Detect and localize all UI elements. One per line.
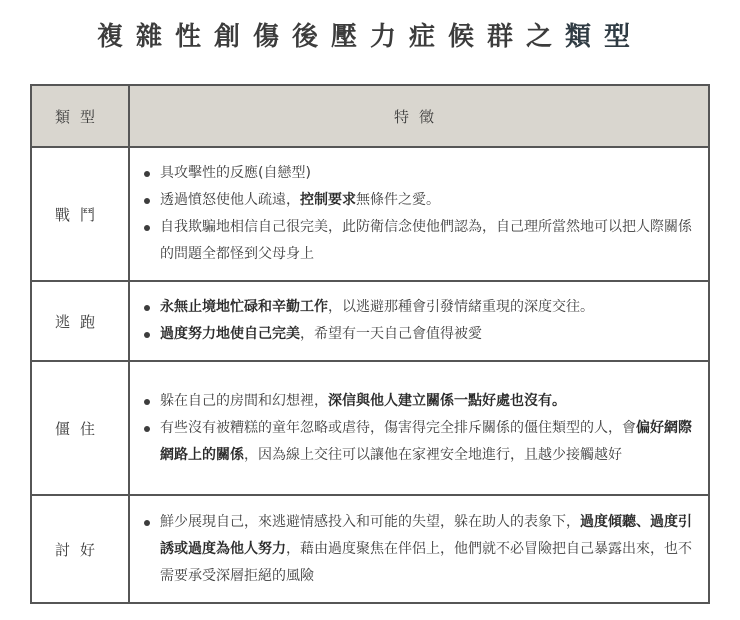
trait-text: 具攻擊性的反應(自戀型) (160, 165, 311, 181)
trait-text: ，以逃避那種會引發情緒重現的深度交往。 (328, 299, 594, 315)
trait-item (134, 415, 698, 469)
title-main: 複雜性創傷後壓力症候群之 (96, 22, 565, 52)
trait-text: ，因為線上交往可以讓他在家裡安全地進行，且越少接觸越好 (244, 446, 622, 463)
trait-text-emphasis: 偏好網際網路上的關係 (160, 419, 692, 463)
trait-text-emphasis: 過度努力地使自己完美 (160, 326, 300, 342)
ptsd-types-table (30, 84, 710, 604)
table-header-row (31, 85, 709, 147)
trait-list (134, 509, 698, 590)
table-row (31, 147, 709, 281)
trait-text: ，藉由過度聚焦在伴侶上，他們就不必冒險把自己暴露出來，也不需要承受深層拒絕的風險 (160, 540, 692, 584)
trait-item (134, 509, 698, 590)
trait-text-emphasis: 深信與他人建立關係一點好處也沒有。 (328, 392, 566, 409)
trait-list (134, 388, 698, 469)
type-cell: 逃跑 (31, 281, 129, 361)
trait-item (134, 214, 698, 268)
page-title (0, 16, 740, 53)
trait-text: 無條件之愛。 (356, 192, 440, 208)
trait-item (134, 294, 698, 321)
trait-item (134, 187, 698, 214)
trait-item (134, 388, 698, 415)
trait-text-emphasis: 過度傾聽、過度引誘或過度為他人努力 (160, 513, 692, 557)
trait-text: 透過憤怒使他人疏遠， (160, 192, 300, 208)
table-row (31, 361, 709, 495)
trait-item (134, 160, 698, 187)
table-row (31, 495, 709, 603)
trait-item (134, 321, 698, 348)
trait-text: 鮮少展現自己，來逃避情感投入和可能的失望，躲在助人的表象下， (160, 513, 580, 530)
traits-cell (129, 281, 709, 361)
type-cell: 戰鬥 (31, 147, 129, 281)
trait-text-emphasis: 控制要求 (300, 192, 356, 208)
traits-cell (129, 361, 709, 495)
traits-cell (129, 147, 709, 281)
header-type: 類型 (31, 85, 129, 147)
traits-cell (129, 495, 709, 603)
title-accent: 類型 (565, 22, 644, 52)
type-cell: 討好 (31, 495, 129, 603)
trait-text: 躲在自己的房間和幻想裡， (160, 392, 328, 409)
trait-text: ，希望有一天自己會值得被愛 (300, 326, 482, 342)
trait-text-emphasis: 永無止境地忙碌和辛勤工作 (160, 299, 328, 315)
table-body (31, 147, 709, 603)
trait-list (134, 294, 698, 348)
trait-list (134, 160, 698, 268)
trait-text: 自我欺騙地相信自己很完美，此防衛信念使他們認為，自己理所當然地可以把人際關係的問題全都怪到父母身上 (160, 219, 692, 262)
trait-text: 有些沒有被糟糕的童年忽略或虐待，傷害得完全排斥關係的僵住類型的人，會 (160, 419, 636, 436)
header-traits: 特徵 (129, 85, 709, 147)
table-row (31, 281, 709, 361)
type-cell: 僵住 (31, 361, 129, 495)
